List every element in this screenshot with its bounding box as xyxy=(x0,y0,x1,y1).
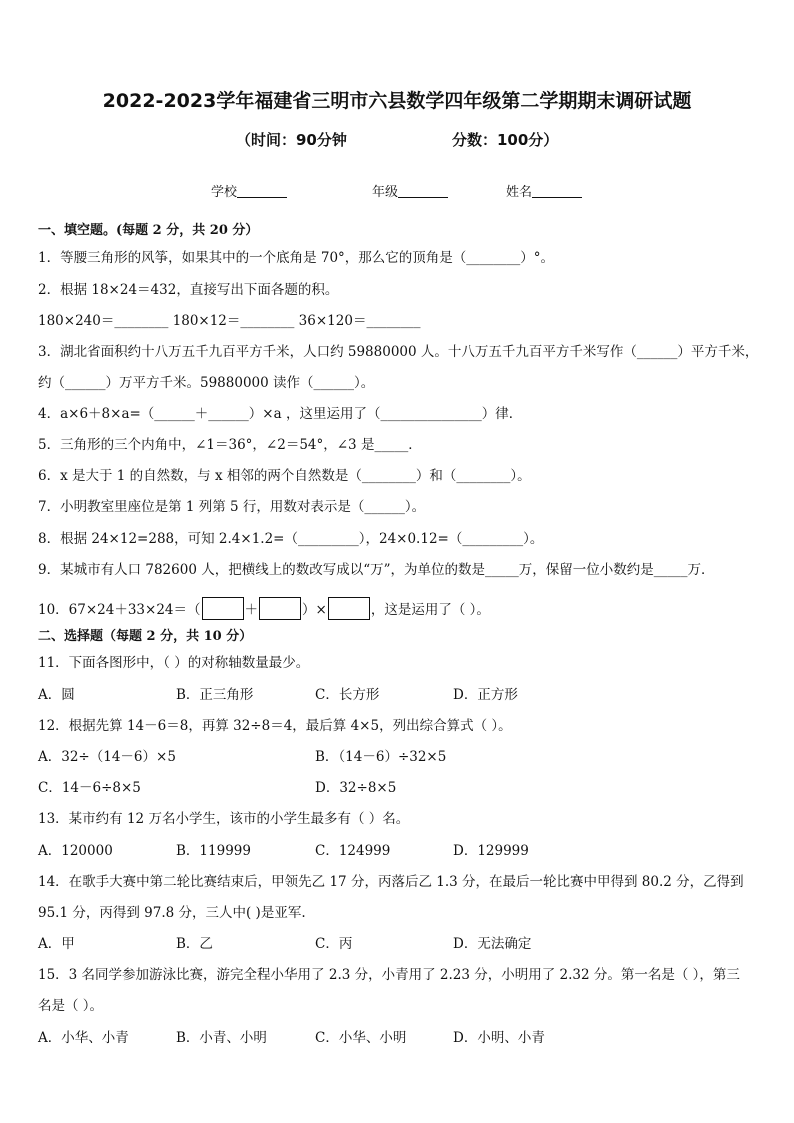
question-11: 11．下面各图形中，（ ）的对称轴数量最少。 xyxy=(38,655,310,671)
name-label: 姓名 xyxy=(506,185,533,200)
q15-option-a[interactable]: A．小华、小青 xyxy=(38,1030,129,1046)
question-15-line-2: 名是（ ）。 xyxy=(38,998,104,1014)
q12-option-b[interactable]: B．（14－6）÷32×5 xyxy=(315,749,447,765)
q14-option-b[interactable]: B．乙 xyxy=(176,936,213,952)
question-3-line-1: 3．湖北省面积约十八万五千九百平方千米，人口约 59880000 人。十八万五千九百平方千米写作（______）平方千米， xyxy=(38,344,759,360)
question-14-line-1: 14．在歌手大赛中第二轮比赛结束后，甲领先乙 17 分，丙落后乙 1.3 分，在最后一轮比赛中甲得到 80.2 分，乙得到 xyxy=(38,874,744,890)
exam-score: 分数：100分） xyxy=(452,131,559,149)
question-10-suffix: ，这是运用了（ ）。 xyxy=(370,602,490,618)
q15-option-c[interactable]: C．小华、小明 xyxy=(315,1030,407,1046)
question-6: 6．x 是大于 1 的自然数，与 x 相邻的两个自然数是（________）和（________）。 xyxy=(38,468,531,484)
question-13: 13．某市约有 12 万名小学生，该市的小学生最多有（ ）名。 xyxy=(38,811,410,827)
question-10 xyxy=(38,597,490,620)
q11-option-c[interactable]: C．长方形 xyxy=(315,687,380,703)
school-field[interactable] xyxy=(211,181,287,200)
section-fill-in-heading: 一、填空题。(每题 2 分，共 20 分） xyxy=(38,223,259,238)
answer-box-2[interactable] xyxy=(259,597,301,620)
q15-option-d[interactable]: D．小明、小青 xyxy=(453,1030,545,1046)
q15-option-b[interactable]: B．小青、小明 xyxy=(176,1030,267,1046)
answer-box-1[interactable] xyxy=(202,597,244,620)
q13-option-b[interactable]: B．119999 xyxy=(176,843,251,859)
question-8: 8．根据 24×12=288，可知 2.4×1.2=（_________），24×0.12=（_________）。 xyxy=(38,531,544,547)
grade-blank[interactable] xyxy=(398,184,448,198)
question-15-line-1: 15．3 名同学参加游泳比赛，游完全程小华用了 2.3 分，小青用了 2.23 分，小明用了 2.32 分。第一名是（ ），第三 xyxy=(38,967,740,983)
grade-label: 年级 xyxy=(372,185,399,200)
question-10-prefix: 10．67×24＋33×24＝（ xyxy=(38,602,201,618)
grade-field[interactable] xyxy=(372,181,448,200)
school-label: 学校 xyxy=(211,185,238,200)
q11-option-a[interactable]: A．圆 xyxy=(38,687,75,703)
question-2: 2．根据 18×24＝432，直接写出下面各题的积。 xyxy=(38,282,339,298)
question-2-items: 180×240＝________ 180×12＝________ 36×120＝________ xyxy=(38,313,421,329)
question-1: 1．等腰三角形的风筝，如果其中的一个底角是 70°，那么它的顶角是（________）°。 xyxy=(38,250,555,266)
school-blank[interactable] xyxy=(237,184,287,198)
q13-option-d[interactable]: D．129999 xyxy=(453,843,529,859)
question-9: 9．某城市有人口 782600 人，把横线上的数改写成以“万”，为单位的数是_____万，保留一位小数约是_____万． xyxy=(38,562,715,578)
question-12: 12．根据先算 14－6＝8，再算 32÷8＝4，最后算 4×5，列出综合算式（ ）。 xyxy=(38,718,512,734)
q14-option-c[interactable]: C．丙 xyxy=(315,936,353,952)
question-7: 7．小明教室里座位是第 1 列第 5 行，用数对表示是（______）。 xyxy=(38,499,426,515)
plus-sign: ＋ xyxy=(244,602,259,618)
times-sign: ）× xyxy=(302,602,327,618)
q12-option-d[interactable]: D．32÷8×5 xyxy=(315,780,397,796)
question-4: 4．a×6＋8×a=（______＋______）×a ，这里运用了（_______________）律． xyxy=(38,406,523,422)
q14-option-d[interactable]: D．无法确定 xyxy=(453,936,532,952)
section-choice-heading: 二、选择题（每题 2 分，共 10 分） xyxy=(38,629,253,644)
answer-box-3[interactable] xyxy=(328,597,370,620)
name-field[interactable] xyxy=(506,181,582,200)
q14-option-a[interactable]: A．甲 xyxy=(38,936,75,952)
q12-option-c[interactable]: C．14－6÷8×5 xyxy=(38,780,141,796)
q13-option-a[interactable]: A．120000 xyxy=(38,843,113,859)
q11-option-b[interactable]: B．正三角形 xyxy=(176,687,254,703)
q11-option-d[interactable]: D．正方形 xyxy=(453,687,518,703)
exam-title: 2022-2023学年福建省三明市六县数学四年级第二学期期末调研试题 xyxy=(102,90,692,112)
exam-time: （时间：90分钟 xyxy=(236,131,347,149)
q12-option-a[interactable]: A．32÷（14－6）×5 xyxy=(38,749,176,765)
question-5: 5．三角形的三个内角中，∠1＝36°，∠2＝54°，∠3 是_____． xyxy=(38,437,422,453)
q13-option-c[interactable]: C．124999 xyxy=(315,843,391,859)
name-blank[interactable] xyxy=(532,184,582,198)
question-14-line-2: 95.1 分，丙得到 97.8 分，三人中( )是亚军. xyxy=(38,905,306,921)
question-3-line-2: 约（______）万平方千米。59880000 读作（______）。 xyxy=(38,375,375,391)
